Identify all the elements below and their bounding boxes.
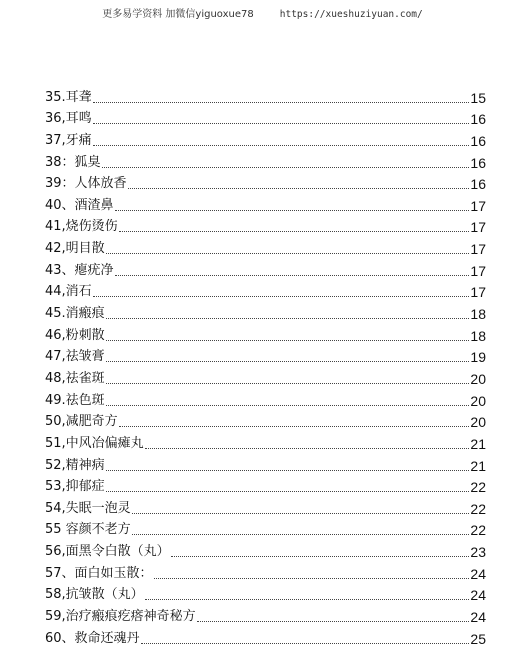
- toc-dot-leader: [128, 188, 470, 189]
- toc-entry-page-number: 18: [470, 327, 486, 344]
- toc-entry-page-number: 24: [470, 565, 486, 582]
- table-of-contents: [45, 84, 486, 647]
- toc-entry[interactable]: [45, 257, 486, 279]
- toc-entry[interactable]: [45, 171, 486, 193]
- toc-entry[interactable]: [45, 409, 486, 431]
- toc-dot-leader: [119, 231, 470, 232]
- toc-entry[interactable]: [45, 560, 486, 582]
- toc-dot-leader: [141, 643, 470, 644]
- toc-entry-title: 35.耳聋: [45, 89, 92, 105]
- toc-entry-page-number: 19: [470, 349, 486, 366]
- toc-dot-leader: [115, 275, 470, 276]
- toc-entry[interactable]: [45, 300, 486, 322]
- toc-entry[interactable]: [45, 603, 486, 625]
- toc-entry[interactable]: [45, 430, 486, 452]
- toc-entry-title: 38：狐臭: [45, 154, 101, 170]
- toc-entry[interactable]: [45, 387, 486, 409]
- toc-entry[interactable]: [45, 214, 486, 236]
- toc-entry[interactable]: [45, 474, 486, 496]
- toc-entry-title: 56,面黑令白散（丸）: [45, 544, 170, 560]
- toc-entry-title: 53,抑郁症: [45, 479, 105, 495]
- toc-entry-page-number: 17: [470, 219, 486, 236]
- toc-entry-page-number: 23: [470, 544, 486, 561]
- toc-entry-page-number: 16: [470, 132, 486, 149]
- toc-entry-page-number: 21: [470, 435, 486, 452]
- toc-entry-page-number: 20: [470, 392, 486, 409]
- toc-entry-title: 52,精神病: [45, 457, 105, 473]
- toc-entry-title: 44,消石: [45, 284, 92, 300]
- toc-entry[interactable]: [45, 582, 486, 604]
- toc-entry[interactable]: [45, 84, 486, 106]
- toc-entry-page-number: 17: [470, 262, 486, 279]
- toc-dot-leader: [106, 383, 470, 384]
- header-url: https://xueshuziyuan.com/: [279, 9, 423, 20]
- toc-entry-page-number: 20: [470, 414, 486, 431]
- toc-entry[interactable]: [45, 517, 486, 539]
- toc-entry-title: 36,耳鸣: [45, 111, 92, 127]
- toc-dot-leader: [171, 556, 470, 557]
- toc-dot-leader: [106, 470, 470, 471]
- toc-dot-leader: [93, 145, 470, 146]
- toc-entry-page-number: 17: [470, 241, 486, 258]
- toc-dot-leader: [106, 491, 470, 492]
- toc-entry-page-number: 20: [470, 370, 486, 387]
- toc-dot-leader: [106, 361, 470, 362]
- toc-entry-page-number: 24: [470, 587, 486, 604]
- toc-entry-title: 59,治疗瘢痕疙瘩神奇秘方: [45, 609, 196, 625]
- toc-entry-title: 60、救命还魂丹: [45, 630, 140, 646]
- toc-entry-page-number: 25: [470, 630, 486, 647]
- toc-dot-leader: [106, 405, 470, 406]
- toc-dot-leader: [106, 340, 470, 341]
- toc-entry-title: 40、酒渣鼻: [45, 197, 114, 213]
- toc-entry-title: 43、瘪疣净: [45, 262, 114, 278]
- toc-entry-page-number: 16: [470, 176, 486, 193]
- toc-entry[interactable]: [45, 127, 486, 149]
- toc-entry-title: 58,抗皱散（丸）: [45, 587, 144, 603]
- toc-entry-title: 57、面白如玉散：: [45, 565, 153, 581]
- toc-dot-leader: [154, 578, 470, 579]
- toc-entry[interactable]: [45, 365, 486, 387]
- toc-entry-page-number: 22: [470, 522, 486, 539]
- toc-entry[interactable]: [45, 192, 486, 214]
- toc-dot-leader: [145, 599, 470, 600]
- toc-entry-page-number: 16: [470, 154, 486, 171]
- toc-dot-leader: [115, 210, 470, 211]
- page-header: [0, 9, 525, 21]
- toc-entry-title: 37,牙痛: [45, 132, 92, 148]
- toc-entry-title: 39：人体放香: [45, 176, 127, 192]
- toc-dot-leader: [132, 513, 470, 514]
- toc-entry[interactable]: [45, 106, 486, 128]
- toc-dot-leader: [93, 102, 470, 103]
- toc-entry[interactable]: [45, 452, 486, 474]
- toc-entry-title: 51,中风冶偏瘫丸: [45, 435, 144, 451]
- toc-dot-leader: [197, 621, 470, 622]
- toc-entry[interactable]: [45, 625, 486, 647]
- toc-entry-page-number: 24: [470, 609, 486, 626]
- toc-entry-page-number: 17: [470, 197, 486, 214]
- toc-entry-page-number: 21: [470, 457, 486, 474]
- toc-entry-page-number: 22: [470, 479, 486, 496]
- toc-entry-title: 49.祛色斑: [45, 392, 105, 408]
- toc-entry-page-number: 16: [470, 111, 486, 128]
- toc-entry-page-number: 15: [470, 89, 486, 106]
- toc-entry-title: 55 容颜不老方: [45, 522, 131, 538]
- toc-entry-page-number: 18: [470, 306, 486, 323]
- toc-entry[interactable]: [45, 495, 486, 517]
- toc-entry-title: 48,祛雀斑: [45, 370, 105, 386]
- toc-entry-title: 50,减肥奇方: [45, 414, 118, 430]
- toc-dot-leader: [102, 167, 470, 168]
- toc-entry[interactable]: [45, 149, 486, 171]
- toc-entry[interactable]: [45, 279, 486, 301]
- toc-entry-page-number: 17: [470, 284, 486, 301]
- toc-dot-leader: [106, 253, 470, 254]
- toc-entry[interactable]: [45, 235, 486, 257]
- toc-entry-title: 42,明目散: [45, 241, 105, 257]
- toc-dot-leader: [93, 123, 470, 124]
- toc-dot-leader: [132, 534, 470, 535]
- toc-entry[interactable]: [45, 344, 486, 366]
- toc-entry-title: 41,烧伤烫伤: [45, 219, 118, 235]
- toc-dot-leader: [106, 318, 470, 319]
- toc-entry[interactable]: [45, 322, 486, 344]
- toc-entry-title: 45.消瘢痕: [45, 306, 105, 322]
- toc-entry-page-number: 22: [470, 500, 486, 517]
- header-promo-text: 更多易学资料 加微信yiguoxue78: [102, 9, 254, 20]
- toc-entry-title: 47,祛皱膏: [45, 349, 105, 365]
- toc-entry-title: 46,粉刺散: [45, 327, 105, 343]
- toc-dot-leader: [119, 426, 470, 427]
- toc-dot-leader: [93, 296, 470, 297]
- toc-dot-leader: [145, 448, 470, 449]
- toc-entry-title: 54,失眠一泡灵: [45, 500, 131, 516]
- toc-entry[interactable]: [45, 538, 486, 560]
